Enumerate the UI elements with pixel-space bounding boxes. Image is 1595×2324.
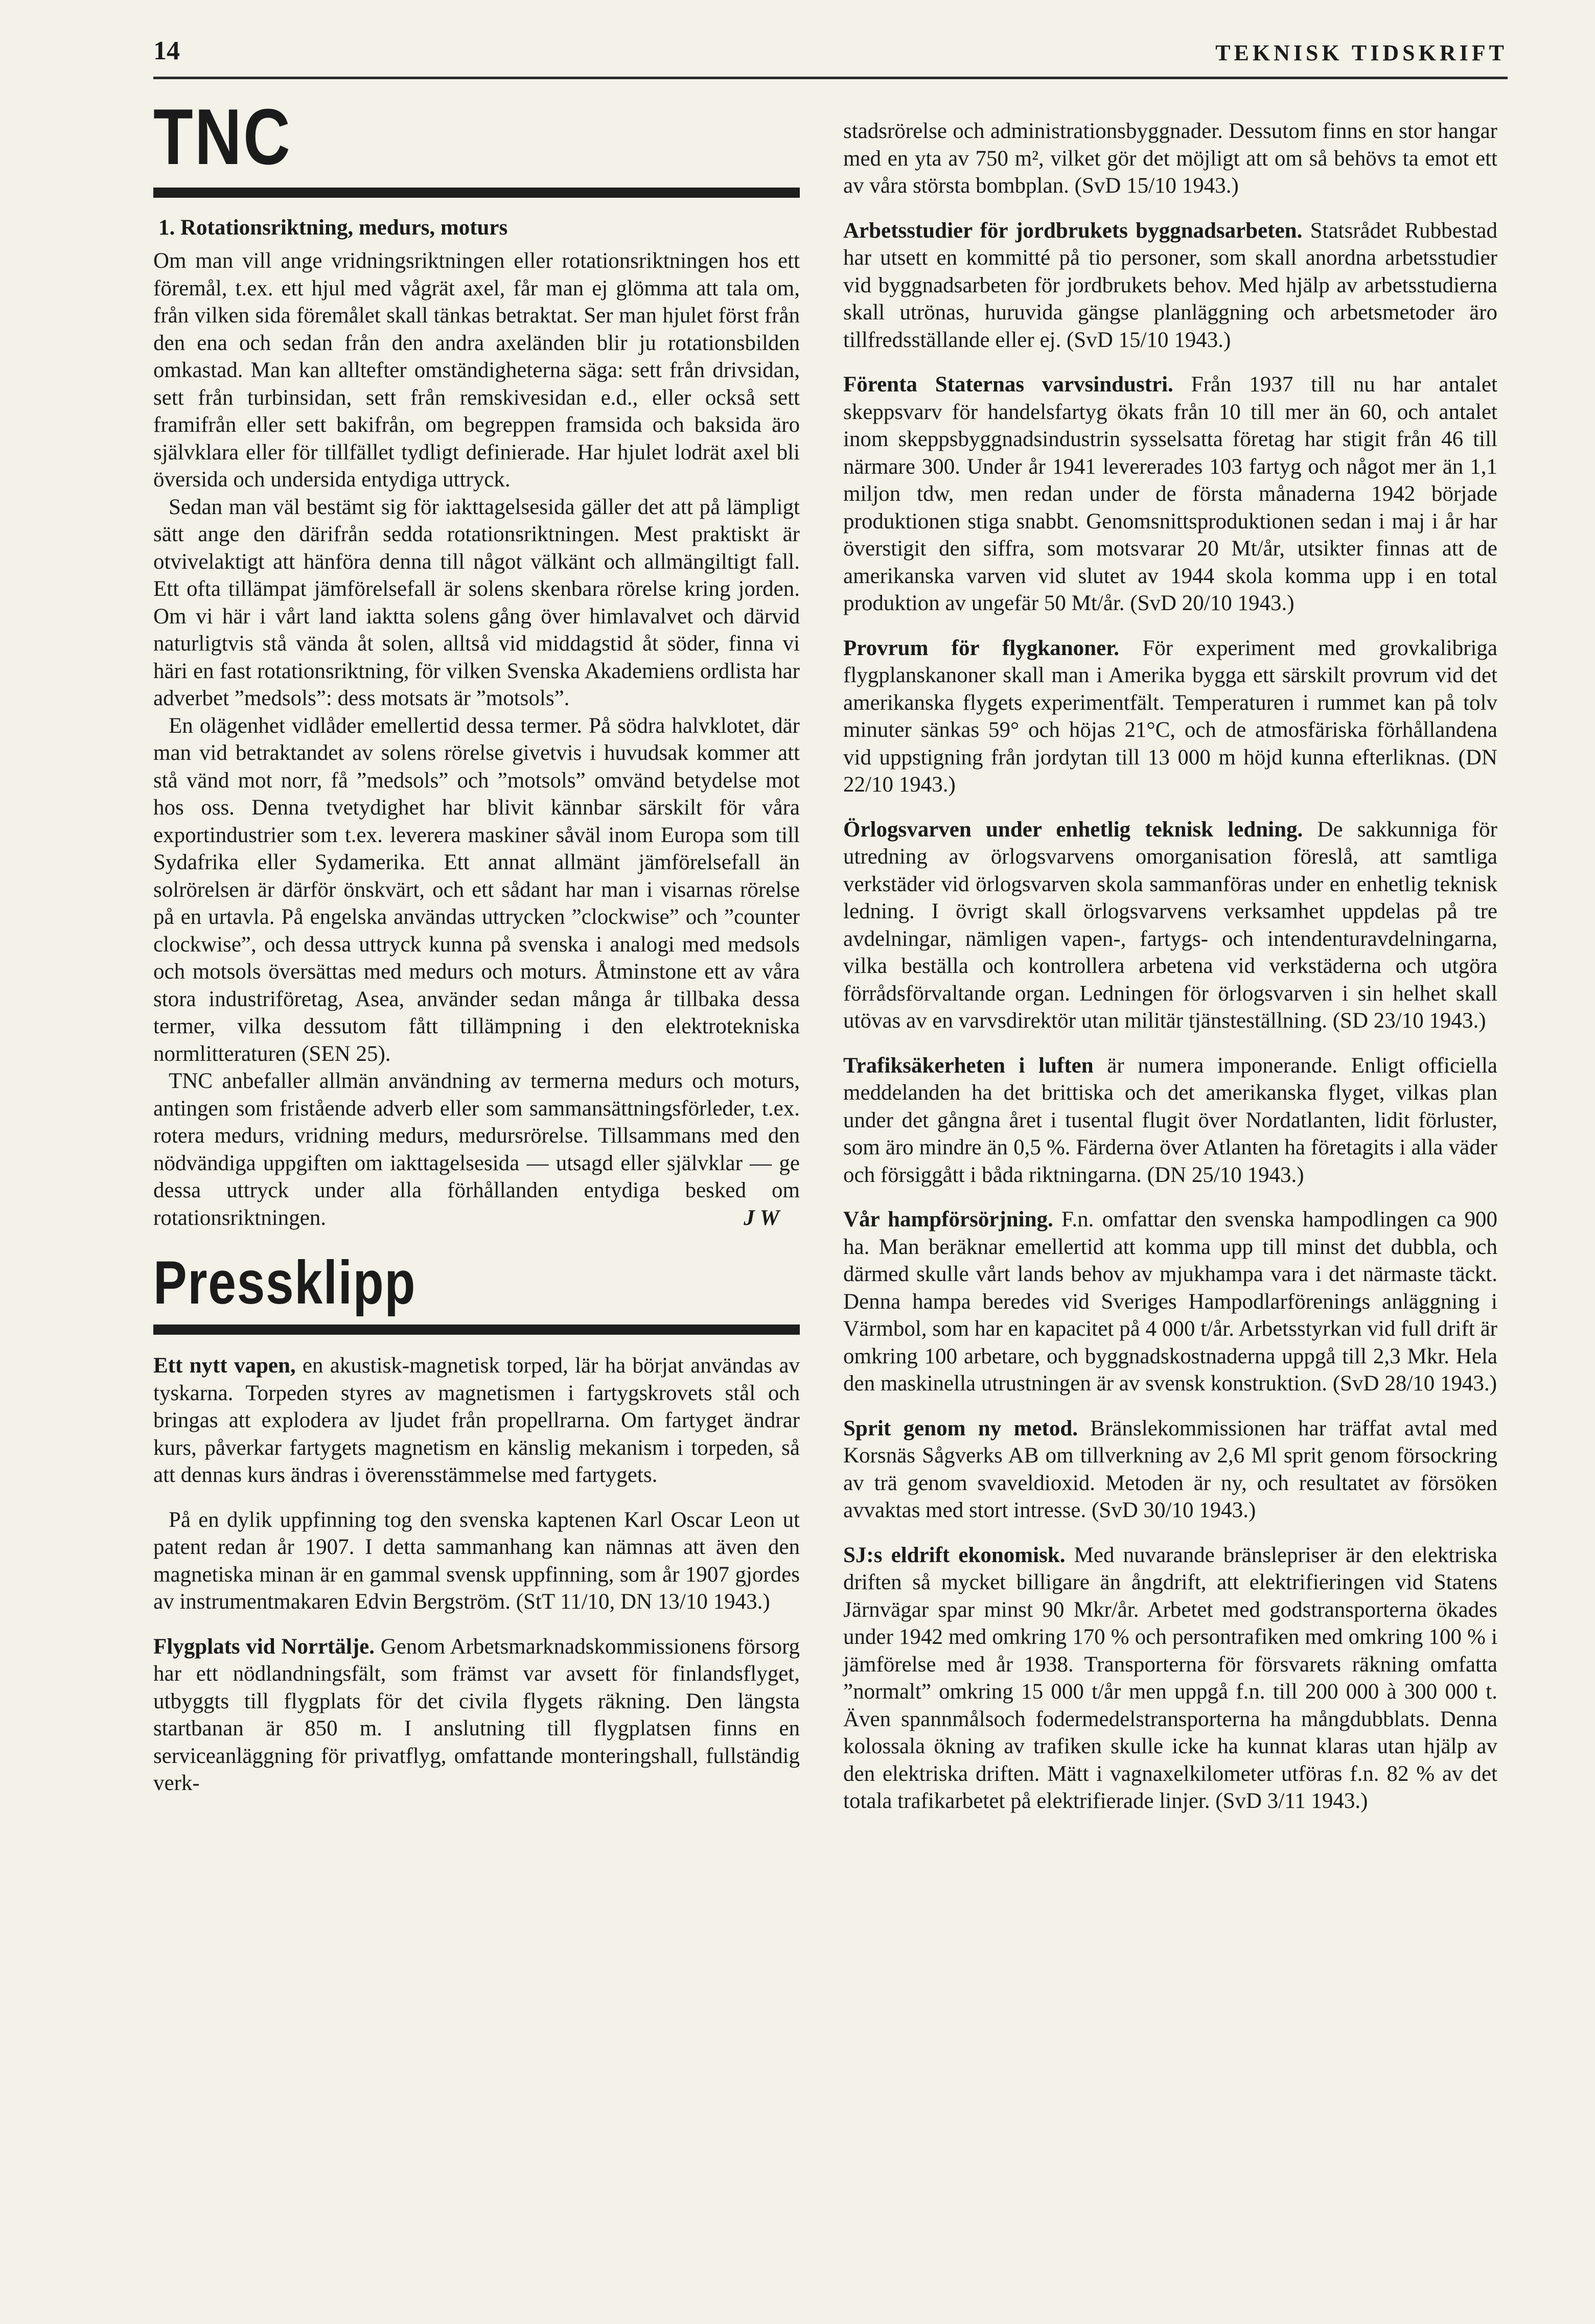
news-item (153, 1633, 800, 1797)
author-signature: J W (744, 1205, 779, 1230)
news-item (843, 1052, 1497, 1189)
news-item-text: De sakkunniga för utredning av örlogsvarvens omorganisation föreslå, att samtliga verkstäder vid örlogsvarven skola sammanföras under en enhetlig teknisk ledning. I övrigt skall örlogsvarvens verksamhet uppdelas på tre avdelningar, nämligen vapen-, fartygs- och intendenturavdelningarna, vilka beställa och kontrollera arbetena vid verkstäderna och utgöra förrådsförvaltande organ. Ledningen för örlogsvarven i sin helhet skall utövas av en varvsdirektör utan militär tjänsteställning. (SD 23/10 1943.) (843, 817, 1497, 1033)
right-column (843, 118, 1497, 1832)
news-item-text: På en dylik uppfinning tog den svenska kaptenen Karl Oscar Leon ut patent redan år 1907. I detta sammanhang kan nämnas att även den magnetiska minan är en gammal svensk uppfinning, som år 1907 gjordes av instrumentmakaren Edvin Bergström. (StT 11/10, DN 13/10 1943.) (153, 1507, 800, 1614)
news-item-text: är numera imponerande. Enligt officiella meddelanden ha det brittiska och det amerikanska flyget, vilkas plan under det gångna året i tusental flugit över Nordatlanten, lidit förluster, som äro mindre än 0,5 %. Färderna över Atlanten ha företagits i alla väder och försiggått i båda riktningarna. (DN 25/10 1943.) (843, 1053, 1497, 1187)
news-item (843, 371, 1497, 617)
news-item (843, 635, 1497, 799)
news-item-text: Med nuvarande bränslepriser är den elektriska driften så mycket billigare än ångdrift, att elektrifieringen vid Statens Järnvägar spar minst 90 Mkr/år. Arbetet med godstransporterna ökades under 1942 med omkring 170 % och persontrafiken med omkring 100 % i jämförelse med år 1938. Transporterna för försvarets räkning omfatta ”normalt” omkring 15 000 t/år men uppgå f.n. till 200 000 à 300 000 t. Även spannmålsoch fodermedelstransporterna ha mångdubblats. Denna kolossala ökning av trafiken skulle icke ha kunnat klaras utan hjälp av den elektriska driften. Mätt i vagnaxelkilometer utföras f.n. 82 % av det totala trafikarbetet på elektrifierade linjer. (SvD 3/11 1943.) (843, 1543, 1497, 1813)
tnc-section-title: TNC (153, 92, 292, 181)
news-item (843, 1206, 1497, 1398)
news-item-head: Ett nytt vapen, (153, 1354, 296, 1378)
news-item (153, 1352, 800, 1489)
news-item-head: Flygplats vid Norrtälje. (153, 1634, 375, 1659)
news-item-head: Trafiksäkerheten i luften (843, 1053, 1094, 1078)
news-item (843, 217, 1497, 354)
news-item-head: Örlogsvarven under enhetlig teknisk ledning. (843, 817, 1303, 842)
news-item-text: För experiment med grovkalibriga flygplanskanoner skall man i Amerika bygga ett särskilt provrum vid det amerikanska flygets experimentfält. Temperaturen i rummet kan på tolv minuter sänkas 59° och höjas 21°C, och de atmosfäriska förhållandena vid uppstigning från jordytan till 13 000 m höjd kunna efterliknas. (DN 22/10 1943.) (843, 636, 1497, 797)
news-item-head: Provrum för flygkanoner. (843, 636, 1120, 660)
news-item-head: SJ:s eldrift ekonomisk. (843, 1543, 1066, 1567)
news-item-text: Statsrådet Rubbestad har utsett en kommitté på tio personer, som skall anordna arbetsstudier vid byggnadsarbeten för jordbrukets behov. Med hjälp av arbetsstudierna skall utrönas, huruvida gängse planläggning och arbetsmetoder äro tillfredsställande eller ej. (SvD 15/10 1943.) (843, 218, 1497, 352)
news-item-text: en akustisk-magnetisk torped, lär ha börjat användas av tyskarna. Torpeden styres av magnetismen i fartygskrovets stål och bringas att explodera av ljudet från propellrarna. Om fartyget ändrar kurs, påverkar fartygets magnetism en känslig mekanism i torpeden, så att dennas kurs ändras i överensstämmelse med fartygets. (153, 1354, 800, 1487)
news-item-head: Sprit genom ny metod. (843, 1416, 1078, 1440)
tnc-paragraph: En olägenhet vidlåder emellertid dessa termer. På södra halvklotet, där man vid betraktandet av solens rörelse givetvis i huvudsak kommer att stå vänd mot norr, få ”medsols” och ”motsols” omvänd betydelse mot hos oss. Denna tvetydighet har blivit kännbar särskilt för våra exportindustrier som t.ex. leverera maskiner såväl inom Europa som till Sydafrika eller Sydamerika. Ett annat allmänt jämförelsefall än solrörelsen är därför önskvärt, och ett sådant har man i visarnas rörelse på en urtavla. På engelska användas uttrycken ”clockwise” och ”counter clockwise”, och dessa uttryck kunna på svenska i analogi med medsols och motsols översättas med medurs och moturs. Åtminstone ett av våra stora industriföretag, Asea, använder sedan många år tillbaka dessa termer, vilka dessutom fått tillämpning i den elektrotekniska normlitteraturen (SEN 25). (153, 713, 800, 1066)
news-item (843, 1415, 1497, 1524)
news-item-text: F.n. omfattar den svenska hampodlingen ca 900 ha. Man beräknar emellertid att komma upp till minst det dubbla, och därmed skulle vårt lands behov av mjukhampa vara i det närmaste täckt. Denna hampa beredes vid Sveriges Hampodlarförenings anläggning i Värmbol, som har en kapacitet på 4 000 t/år. Arbetsstyrkan vid full drift är omkring 100 arbetare, och byggnadskostnaderna uppgå till 2,3 Mkr. Hela den maskinella utrustningen är av svensk konstruktion. (SvD 28/10 1943.) (843, 1207, 1497, 1396)
journal-title: TEKNISK TIDSKRIFT (1215, 40, 1508, 65)
tnc-paragraph-text: TNC anbefaller allmän användning av termerna medurs och moturs, antingen som fristående adverb eller som sammansättningsförleder, t.ex. rotera medurs, vridning medurs, medursrörelse. Tillsammans med den nödvändiga uppgiften om iakttagelsesida — utsagd eller självklar — ge dessa uttryck under alla förhållanden entydiga besked om rotationsriktningen. (153, 1069, 800, 1230)
tnc-article-heading: 1. Rotationsriktning, medurs, moturs (158, 216, 508, 240)
tnc-paragraph (153, 1067, 800, 1231)
left-column (153, 92, 800, 1815)
pressklipp-section-title: Pressklipp (153, 1248, 417, 1317)
news-item-head: Arbetsstudier för jordbrukets byggnadsarbeten. (843, 218, 1303, 243)
news-item (843, 1542, 1497, 1815)
tnc-title-rule (153, 188, 800, 198)
tnc-paragraph: Sedan man väl bestämt sig för iakttagelsesida gäller det att på lämpligt sätt ange den därifrån sedda rotationsriktningen. Mest praktiskt är otvivelaktigt att hänföra denna till något välkänt och allmängiltigt fall. Ett ofta tillämpat jämförelsefall är solens skenbara rörelse kring jorden. Om vi här i vårt land iaktta solens gång över himlavalvet och därvid naturligtvis stå vända åt solen, alltså vid middagstid åt söder, finna vi häri en fast rotationsriktning, för vilken Svenska Akademiens ordlista har adverbet ”medsols”: dess motsats är ”motsols”. (153, 495, 800, 710)
news-item-text: Från 1937 till nu har antalet skeppsvarv för handelsfartyg ökats från 10 till mer än 60, och antalet inom skeppsbyggnadsindustrin sysselsatta företag har stigit från 46 till närmare 300. Under år 1941 levererades 103 fartyg och något mer än 1,1 miljon tdw, men redan under de första månaderna 1942 började produktionen stiga snabbt. Genomsnittsproduktionen sedan i maj i år har överstigit den siffra, som motsvarar 20 Mt/år, utsikter finnas att de amerikanska varven vid slutet av 1944 skola komma upp i en total produktion av ungefär 50 Mt/år. (SvD 20/10 1943.) (843, 373, 1497, 615)
pressklipp-title-rule (153, 1324, 800, 1335)
news-item-text: stadsrörelse och administrationsbyggnader. Dessutom finns en stor hangar med en yta av 750 m², vilket gör det möjligt att om så behövs ta emot ett av våra största bombplan. (SvD 15/10 1943.) (843, 119, 1497, 198)
page-number: 14 (153, 36, 180, 65)
news-item (843, 118, 1497, 200)
news-item-text: Bränslekommissionen har träffat avtal med Korsnäs Sågverks AB om tillverkning av 2,6 Ml sprit genom försockring av trä genom svaveldioxid. Metoden är ny, och resultatet av försöken avvaktas med stort intresse. (SvD 30/10 1943.) (843, 1416, 1497, 1522)
news-item-text: Genom Arbetsmarknadskommissionens försorg har ett nödlandningsfält, som främst var avsett för finlandsflyget, utbyggts till flygplats för det civila flygets räkning. Den längsta startbanan är 850 m. I anslutning till flygplatsen finns en serviceanläggning för privatflyg, omfattande monteringshall, fullständig verk- (153, 1634, 800, 1795)
news-item (843, 816, 1497, 1035)
running-head (153, 36, 1508, 79)
tnc-paragraph: Om man vill ange vridningsriktningen eller rotationsriktningen hos ett föremål, t.ex. ett hjul med vågrät axel, får man ej glömma att tala om, från vilken sida föremålet skall tänkas betraktat. Ser man hjulet först från den ena och sedan från den andra axeländen blir ju rotationsbilden omkastad. Man kan alltefter omständigheterna säga: sett från drivsidan, sett från turbinsidan, sett från remskivesidan e.d., eller också sett framifrån eller sett bakifrån, om begreppen framsida och baksida äro självklara eller för tillfället tydligt definierade. Har hjulet lodrät axel bli översida och undersida entydiga uttryck. (153, 249, 800, 492)
news-item (153, 1506, 800, 1616)
news-item-head: Förenta Staternas varvsindustri. (843, 373, 1173, 397)
news-item-head: Vår hampförsörjning. (843, 1207, 1053, 1231)
